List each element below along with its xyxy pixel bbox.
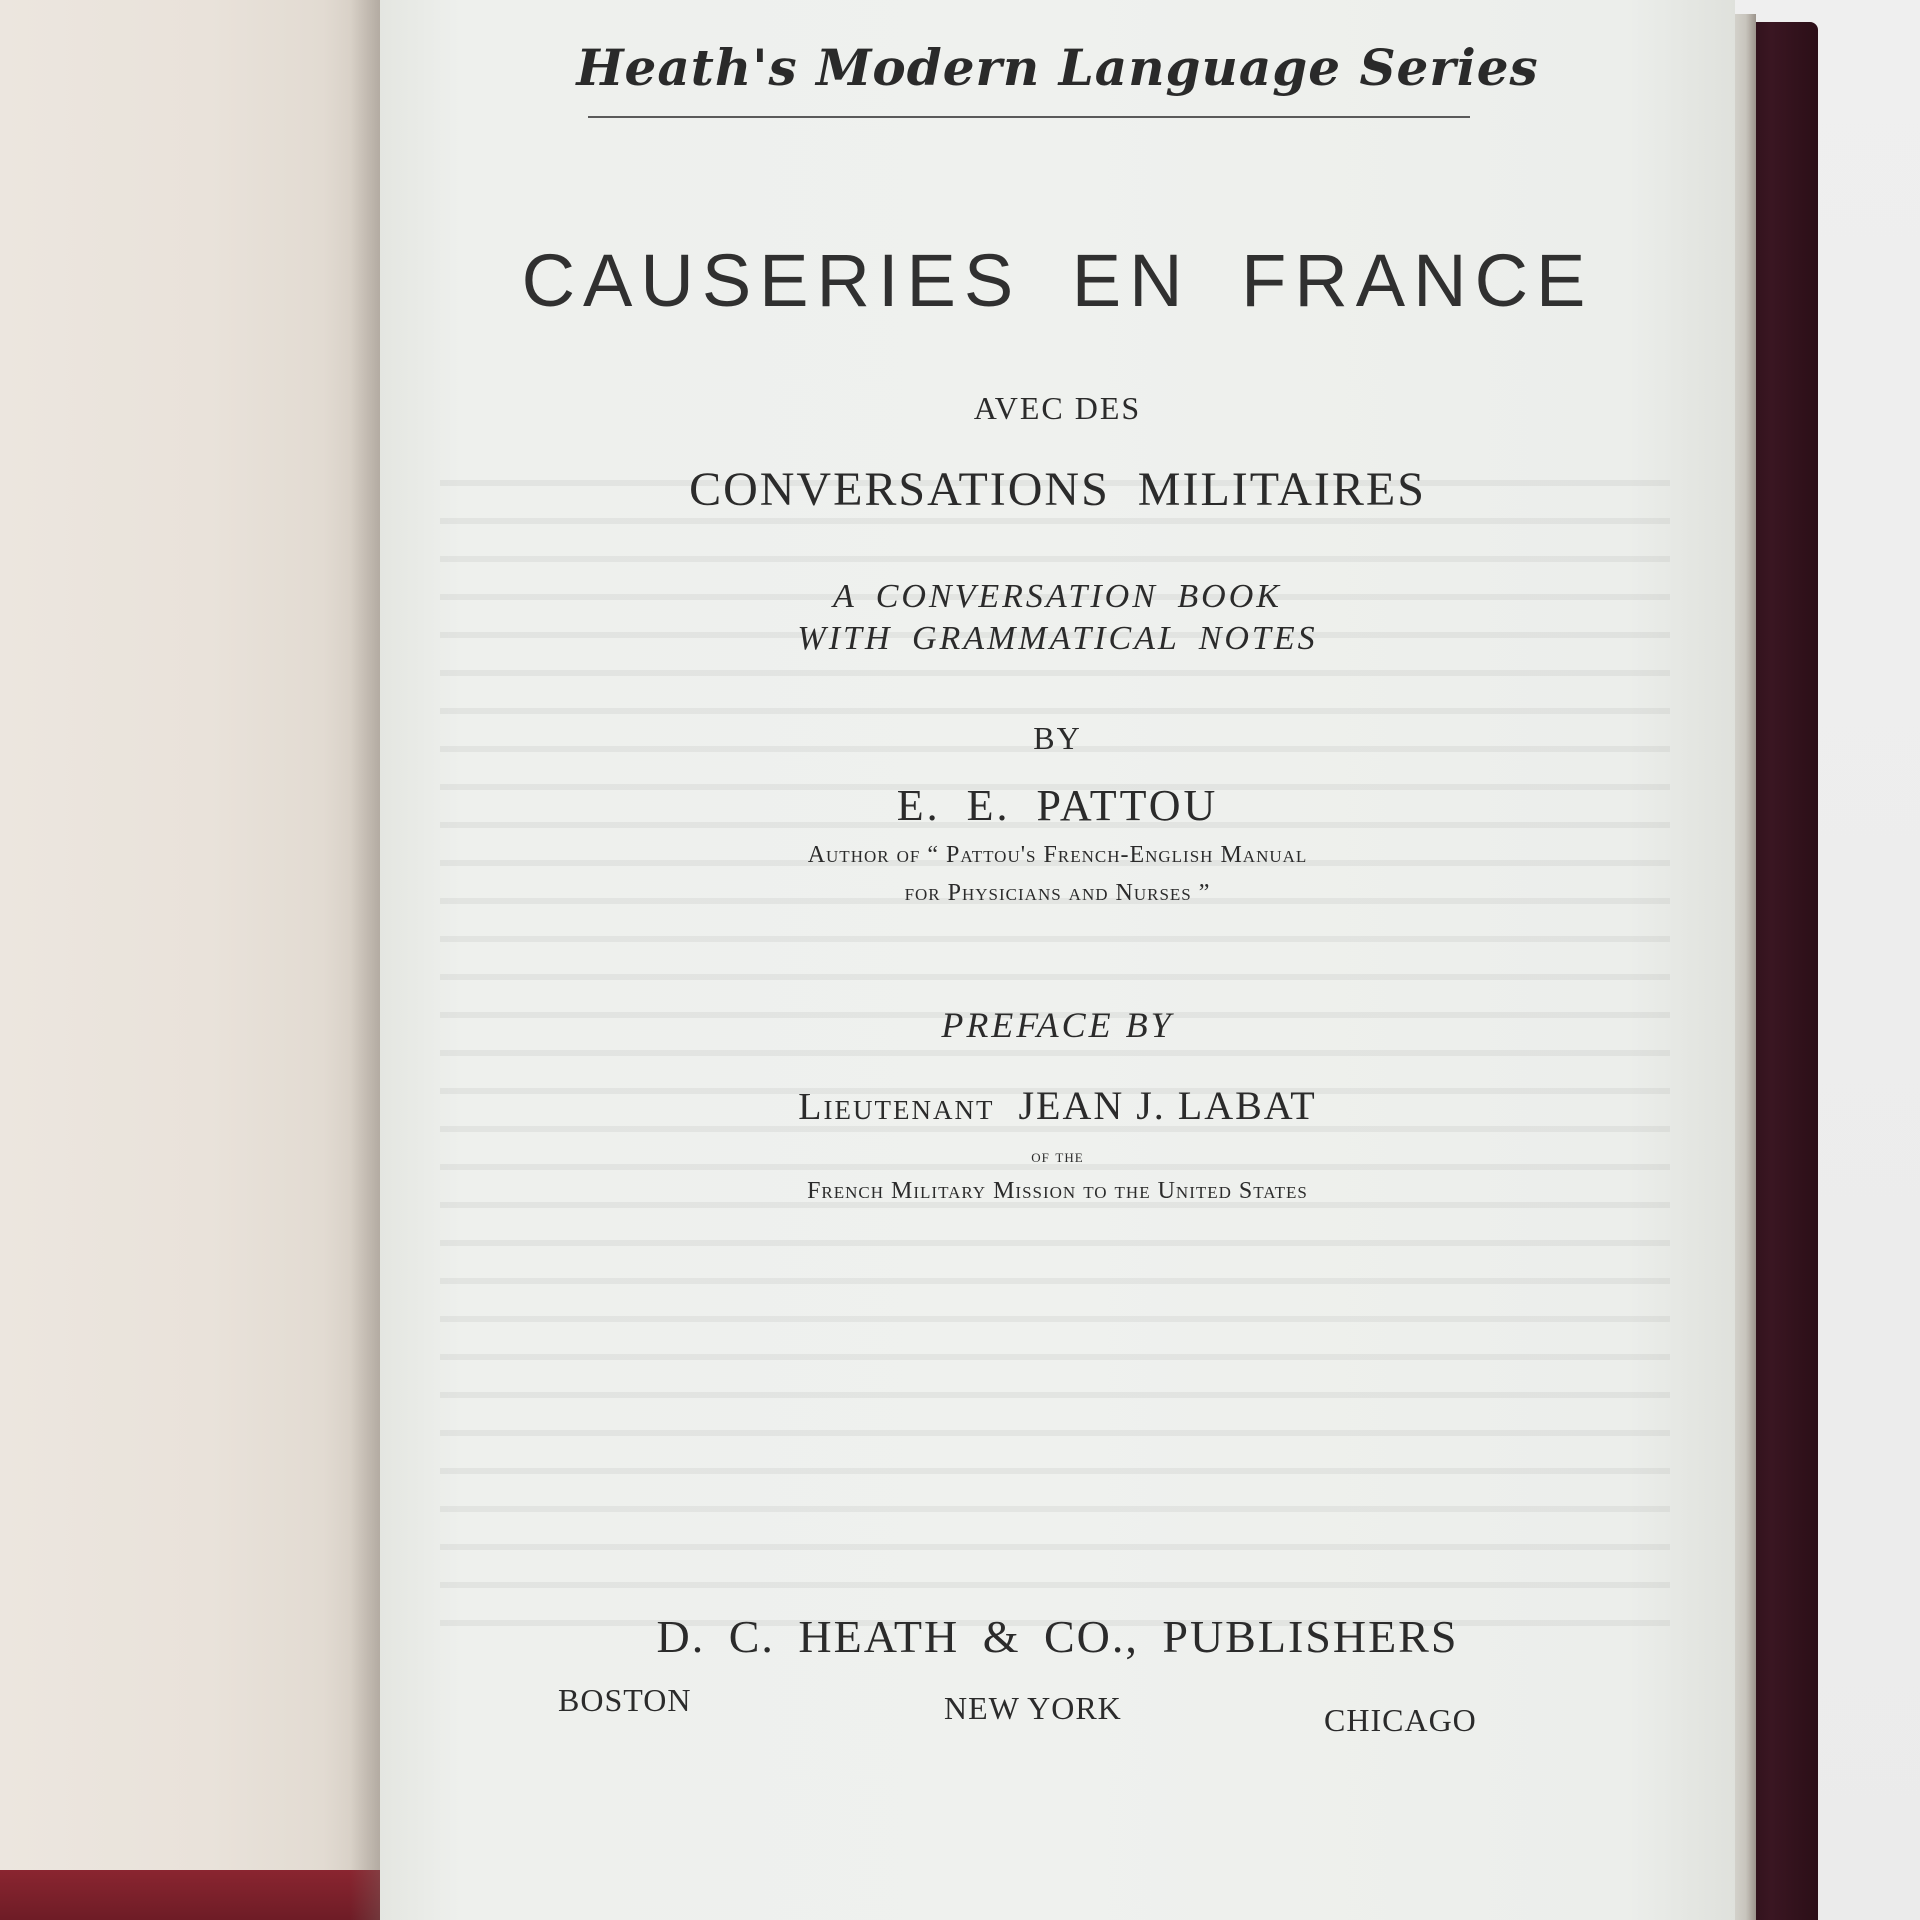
description-line-2: WITH GRAMMATICAL NOTES [797, 620, 1318, 657]
preface-name: JEAN J. LABAT [1018, 1083, 1317, 1128]
publisher-cities [550, 1682, 1560, 1742]
publisher: D. C. HEATH & CO., PUBLISHERS [656, 1611, 1459, 1662]
title-page [380, 0, 1735, 1920]
author-note-line-2: for Physicians and Nurses ” [904, 880, 1211, 906]
avec-des: AVEC DES [973, 390, 1142, 426]
preface-by-label: PREFACE BY [941, 1005, 1174, 1045]
author-name: E. E. PATTOU [896, 781, 1219, 830]
by-label: BY [1033, 720, 1082, 756]
book-subtitle-conversations: CONVERSATIONS MILITAIRES [689, 463, 1426, 516]
of-the: of the [1031, 1146, 1084, 1166]
military-mission: French Military Mission to the United States [807, 1178, 1308, 1204]
preface-author [380, 1082, 1735, 1129]
description-line-1: A CONVERSATION BOOK [833, 578, 1282, 615]
city-new-york: NEW YORK [944, 1690, 1122, 1726]
book-title: CAUSERIES EN FRANCE [521, 239, 1594, 322]
author-note-line-1: Author of “ Pattou's French-English Manual [807, 842, 1308, 868]
series-name: Heath's Modern Language Series [576, 38, 1539, 97]
preface-rank: Lieutenant [798, 1086, 995, 1128]
series-rule [588, 116, 1470, 118]
city-boston: BOSTON [558, 1682, 692, 1718]
city-chicago: CHICAGO [1324, 1702, 1477, 1738]
left-page [0, 0, 380, 1920]
